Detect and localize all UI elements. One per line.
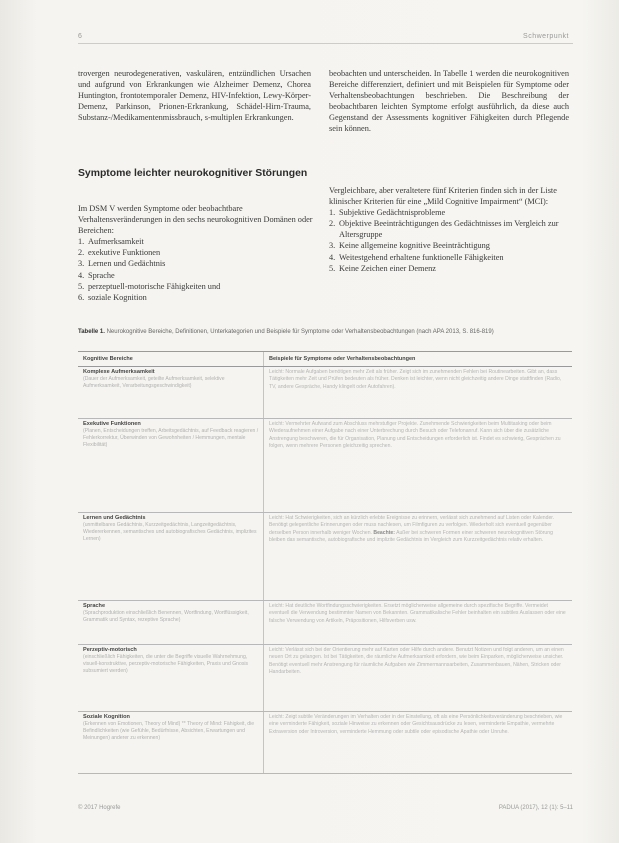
table-row: Komplexe Aufmerksamkeit (Dauer der Aufmerksamkeit, geteilte Aufmerksamkeit, selektive Aufmerksamkeit, Verarbeitungsgeschwindigkeit) Leicht: Normale Aufgaben benötigen mehr Zeit als früher. Zeigt sich im zunehmenden Fehlen bei Routinearbeiten. Gibt an, dass Tätigkeiten mehr Zeit und Prüfen bedeuten als früher. Denken ist leichter, wenn nicht gleichzeitig andere Dinge stattfinden (Radio, TV, andere Gespräche, Handy klingelt oder Autofahren). [78,367,572,419]
domains-table [78,351,572,774]
table-header-examples: Beispiele für Symptome oder Verhaltensbeobachtungen [269,356,416,362]
table-header-row [78,352,572,367]
table-caption-text: Neurokognitive Bereiche, Definitionen, Unterkategorien und Beispiele für Symptome oder Verhaltensbeobachtungen (nach APA 2013, S. 816-819) [106,329,494,335]
right-top-paragraph: beobachten und unterscheiden. In Tabelle 1 werden die neurokognitiven Bereiche differenziert, definiert und mit Beispielen für Symptome oder Verhaltensbeobachtungen beschrieben. Die Beschreibung der beobachtbaren leichten Symptome erfolgt ausführlich, da diese auch Gegenstand der Assessments kognitiver Fähigkeiten durch Pflegende sein können. [329,69,569,134]
list-item: 3. Lernen und Gedächtnis [78,259,166,269]
list-item: 1. Subjektive Gedächtnisprobleme [329,208,446,218]
table-caption [78,328,572,336]
list-item: 1. Aufmerksamkeit [78,237,144,247]
left-intro-paragraph: Im DSM V werden Symptome oder beobachtbare Verhaltensveränderungen in den sechs neurokognitiven Domänen oder Bereichen: [78,204,313,236]
right-intro-paragraph: Vergleichbare, aber veraltetere fünf Kriterien finden sich in der Liste klinischer Kriterien für eine „Mild Cognitive Impairment“ (MCI): [329,186,557,207]
table-row: Exekutive Funktionen (Planen, Entscheidungen treffen, Arbeitsgedächtnis, auf Feedback reagieren / Fehlerkorrektur, Überwinden von Gewohnheiten / Hemmungen, mentale Flexibilität) Leicht: Vermehrter Aufwand zum Abschluss mehrstufiger Projekte. Zunehmende Schwierigkeiten beim Multitasking oder beim Wiederaufnehmen einer Aufgabe nach einer Unterbrechung durch Besuch oder Telefonanruf. Kann sich über die zusätzliche Anstrengung beschweren, die für Organisation, Planung und Entscheidungen erforderlich ist. Findet es schwierig, Gesprächen zu folgen, wenn mehrere Personen gleichzeitig sprechen. [78,419,572,513]
table-header-domains: Kognitive Bereiche [78,352,264,366]
list-item: 4. Sprache [78,270,115,280]
list-item: 4. Weitestgehend erhaltene funktionelle Fähigkeiten [329,252,504,262]
right-column-top [329,68,569,135]
footer-copyright: © 2017 Hogrefe [78,805,121,811]
table-row: Lernen und Gedächtnis (unmittelbares Gedächtnis, Kurzzeitgedächtnis, Langzeitgedächtnis, Wiedererkennen, semantisches und autobiografisches Gedächtnis, implizites Lernen) Leicht: Hat Schwierigkeiten, sich an kürzlich erlebte Ereignisse zu erinnern, verlässt sich zunehmend auf Listen oder Kalender. Benötigt gelegentliche Erinnerungen oder muss nachlesen, um Filmfiguren zu verfolgen. Wiederholt sich eventuell gegenüber derselben Person innerhalb weniger Wochen. Beachte: Außer bei schweren Formen einer schweren neurokognitiven Störung bleiben das semantische, autobiografische und implizite Gedächtnis im Vergleich zum Kurzzeitgedächtnis relativ erhalten. [78,513,572,601]
list-item: 6. soziale Kognition [78,292,147,302]
header-rule [78,43,573,44]
list-item: 3. Keine allgemeine kognitive Beeinträchtigung [329,241,490,251]
right-intro-block [329,185,569,274]
table-row: Perzeptiv-motorisch (einschließlich Fähigkeiten, die unter die Begriffe visuelle Wahrnehmung, visuell-konstruktive, perzeptiv-motorische Fähigkeiten, Praxis und Gnosis subsumiert werden) Leicht: Verlässt sich bei der Orientierung mehr auf Karten oder Hilfe durch andere. Benutzt Notizen und folgt anderen, um an einen neuen Ort zu gelangen. Ist bei Tätigkeiten, die räumliche Aufmerksamkeit erfordern, wie beim Einparken, möglicherweise unsicher. Benötigt eventuell mehr Anstrengung für räumliche Aufgaben wie Zimmermannsarbeiten, Zusammenbauen, Nähen, Stricken oder Handarbeiten. [78,645,572,712]
list-item: 5. Keine Zeichen einer Demenz [329,263,436,273]
journal-section-label: Schwerpunkt [523,33,569,40]
list-item: 2. Objektive Beeinträchtigungen des Gedächtnisses im Vergleich zur Altersgruppe [329,219,559,240]
page-number: 6 [78,33,82,40]
footer-citation: PADUA (2017), 12 (1): 5–11 [498,805,573,811]
left-column-top [78,68,311,123]
mci-criteria-list [329,207,569,274]
list-item: 2. exekutive Funktionen [78,248,161,258]
domains-list [78,236,314,303]
table-row: Soziale Kognition (Erkennen von Emotionen, Theory of Mind) ** Theory of Mind: Fähigkeit, die Befindlichkeiten (wie Gefühle, Bedürfnisse, Absichten, Erwartungen und Meinungen) anderer zu erkennen) Leicht: Zeigt subtile Veränderungen im Verhalten oder in der Einstellung, oft als eine Persönlichkeitsveränderung beschrieben, wie eine verminderte Fähigkeit, soziale Hinweise zu erkennen oder Gesichtsausdrücke zu lesen, verminderte Empathie, vermehrte Extraversion oder Introversion, verminderte Hemmung oder subtile oder episodische Apathie oder Unruhe. [78,712,572,774]
table-caption-label: Tabelle 1. [78,329,105,335]
table-row: Sprache (Sprachproduktion einschließlich Benennen, Wortfindung, Wortflüssigkeit, Grammatik und Syntax, rezeptive Sprache) Leicht: Hat deutliche Wortfindungsschwierigkeiten. Ersetzt möglicherweise allgemeine durch spezifische Begriffe. Vermeidet eventuell die Verwendung bestimmter Namen von Bekannten. Grammatikalische Fehler beinhalten ein subtiles Auslassen oder eine falsche Verwendung von Artikeln, Präpositionen, Hilfsverben usw. [78,601,572,645]
left-top-paragraph: trovergen neurodegenerativen, vaskulären, entzündlichen Ursachen und aufgrund von Erkrankungen wie Alzheimer Demenz, Chorea Huntington, frontotemporaler Demenz, HIV-Infektion, Lewy-Körper-Demenz, Parkinson, Prionen-Erkrankung, Schädel-Hirn-Trauma, Substanz-/Medikamentenmissbrauch, s-multiplen Erkrankungen. [78,69,311,123]
list-item: 5. perzeptuell-motorische Fähigkeiten und [78,281,221,291]
section-heading: Symptome leichter neurokognitiver Störungen [78,168,308,179]
left-intro-block [78,203,314,303]
